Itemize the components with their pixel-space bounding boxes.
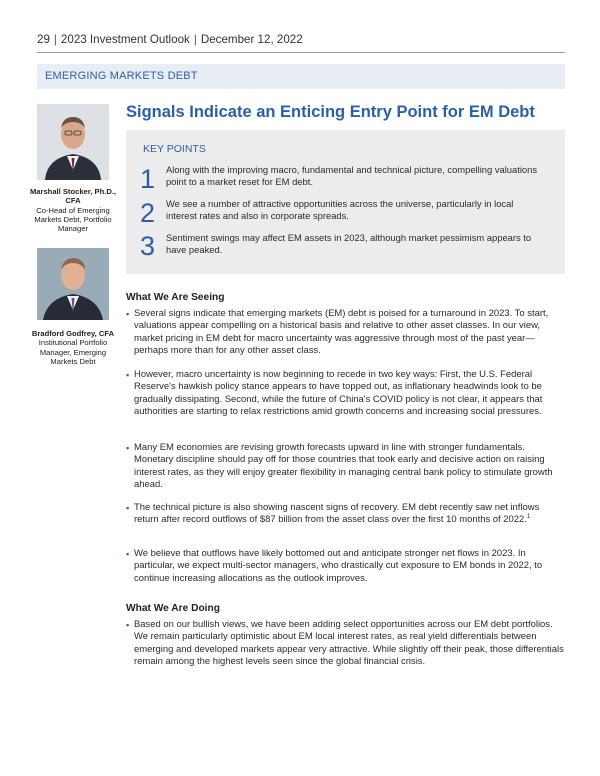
author-role: Institutional Portfolio Manager, Emerging Markets Debt: [38, 338, 108, 366]
bullet-text: Based on our bullish views, we have been adding select opportunities across our EM debt portfolios. We remain particularly optimistic about EM local interest rates, as real yield differentials between emerging and developed markets appear very attractive. While slightly off their peak, those differentials remain among the highest levels seen since the global financial crisis.: [134, 619, 564, 668]
bullet-text: Several signs indicate that emerging markets (EM) debt is poised for a turnaround in 2023. To start, valuations appear compelling on a historical basis and relative to other asset classes. In our view, market pricing in EM debt for macro uncertainty was aggressive through most of the past year—perhaps more than for any other asset class.: [134, 308, 549, 357]
author-role: Co-Head of Emerging Markets Debt, Portfolio Manager: [34, 205, 112, 234]
author-name: Bradford Godfrey, CFA: [31, 329, 115, 338]
key-points-heading: KEY POINTS: [143, 143, 206, 155]
article-title: Signals Indicate an Enticing Entry Point for EM Debt: [126, 103, 535, 121]
page-header: 29 | 2023 Investment Outlook | December 12, 2022: [37, 33, 303, 46]
bullet-text: Many EM economies are revising growth forecasts upward in line with stronger fundamentals. Monetary discipline should pay off for those countries that took early and decisive action on raising interest rates, as they will enjoy greater flexibility in managing central bank policy to stimulate growth ahead.: [134, 442, 553, 491]
author-photo-1: [37, 104, 109, 180]
bullet-icon: ▪: [126, 549, 130, 559]
list-item: [126, 619, 566, 669]
list-item: [126, 369, 566, 419]
bullet-icon: ▪: [126, 370, 130, 380]
footnote-marker: 1: [526, 514, 531, 521]
author-photo-2: [37, 248, 109, 320]
bullet-text: However, macro uncertainty is now beginning to recede in two key ways: First, the U.S. Federal Reserve's hawkish policy stance appears to have topped out, as inflationary headwinds look to be gradually dissipating. Second, while the future of China's COVID policy is not clear, it appears that authorities are starting to relax restrictions amid growth concerns and increasing social pressures.: [134, 369, 543, 418]
list-item: [126, 442, 566, 492]
page-number: 29: [37, 33, 50, 46]
key-point-text: Sentiment swings may affect EM assets in 2023, although market pessimism appears to have peaked.: [166, 232, 532, 256]
list-item: [126, 502, 566, 527]
list-item: [126, 548, 566, 585]
section-label: EMERGING MARKETS DEBT: [45, 70, 198, 82]
list-item: [126, 308, 566, 358]
publication-date: December 12, 2022: [200, 33, 303, 46]
bullet-text: We believe that outflows have likely bottomed out and anticipate stronger net flows in 2023. In particular, we expect multi-sector managers, who drastically cut exposure to EM bonds in 2022, to continue increasing allocations as the outlook improves.: [134, 548, 543, 584]
section-band: [37, 64, 565, 89]
portrait-icon: [37, 104, 109, 180]
section-heading-seeing: What We Are Seeing: [126, 292, 225, 303]
author-bio-1: [29, 187, 117, 233]
bullet-icon: ▪: [126, 443, 130, 453]
section-heading-doing: What We Are Doing: [126, 603, 220, 614]
key-point-text: Along with the improving macro, fundamental and technical picture, compelling valuations point to a market reset for EM debt.: [166, 164, 538, 188]
bullet-icon: ▪: [126, 309, 130, 319]
key-point-number: 1: [140, 164, 156, 194]
bullet-icon: ▪: [126, 503, 130, 513]
key-point-number: 2: [140, 198, 156, 228]
key-point-number: 3: [140, 231, 156, 261]
author-bio-2: [29, 329, 117, 366]
portrait-icon: [37, 248, 109, 320]
author-name: Marshall Stocker, Ph.D., CFA: [29, 187, 117, 206]
bullet-icon: ▪: [126, 620, 130, 630]
header-divider: [37, 52, 565, 53]
bullet-text: The technical picture is also showing nascent signs of recovery. EM debt recently saw net inflows return after record outflows of $87 billion from the asset class over the first 10 months of 2022.: [134, 502, 540, 526]
key-point-text: We see a number of attractive opportunities across the universe, particularly in local interest rates and also in corporate spreads.: [166, 198, 514, 222]
publication-title: 2023 Investment Outlook: [60, 33, 190, 46]
